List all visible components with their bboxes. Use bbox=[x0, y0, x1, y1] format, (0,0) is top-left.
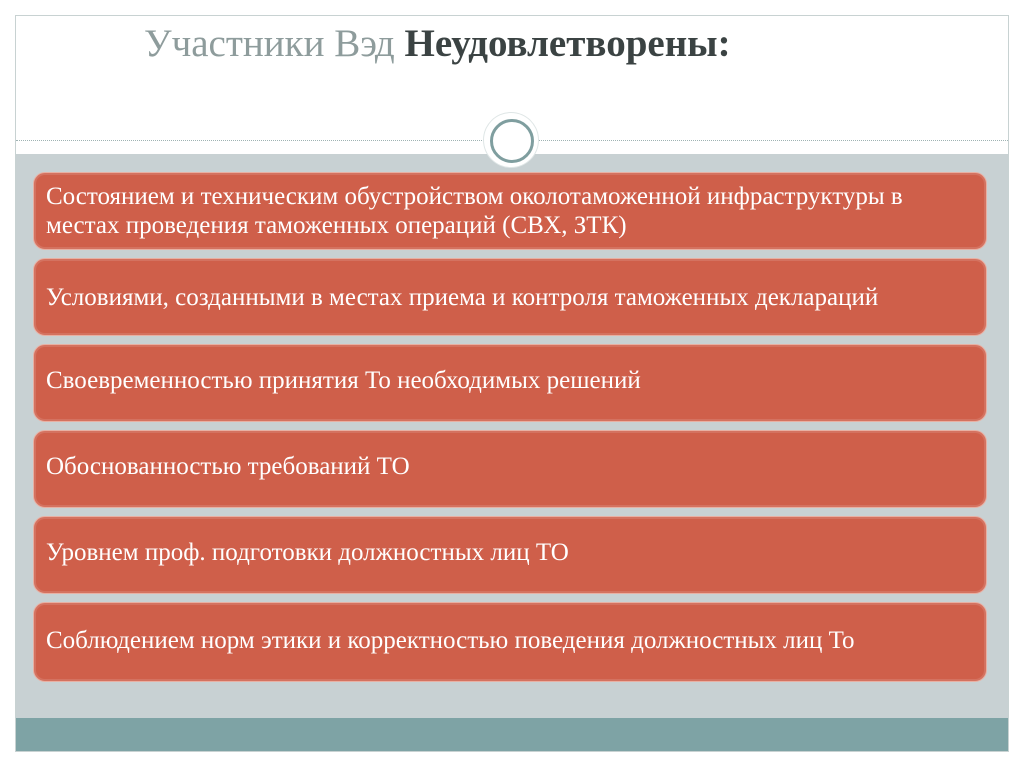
list-item bbox=[33, 602, 987, 682]
list-item-text: Своевременностью принятия То необходимых решений bbox=[46, 366, 641, 394]
title-part-light: Участники Вэд bbox=[144, 22, 395, 65]
list-item bbox=[33, 258, 987, 336]
list-item bbox=[33, 516, 987, 594]
list-item bbox=[33, 344, 987, 422]
list-item-text: Уровнем проф. подготовки должностных лиц ТО bbox=[46, 538, 569, 566]
slide-top-strip bbox=[15, 0, 1009, 14]
list-item bbox=[33, 430, 987, 508]
bottom-bar bbox=[16, 718, 1008, 751]
list-item-text: Условиями, созданными в местах приема и контроля таможенных деклараций bbox=[46, 283, 879, 311]
circle-ring-icon bbox=[490, 119, 534, 163]
list-item-text: Обоснованностью требований ТО bbox=[46, 452, 410, 480]
title-part-bold: Неудовлетворены: bbox=[404, 22, 731, 65]
list-item-text: Состоянием и техническим обустройством околотаможенной инфраструктуры в местах проведения таможенных операций (СВХ, ЗТК) bbox=[46, 183, 903, 239]
list-item-text: Соблюдением норм этики и корректностью поведения должностных лиц То bbox=[46, 626, 855, 654]
list-item bbox=[33, 172, 987, 250]
slide-title bbox=[144, 20, 731, 68]
divider-ornament bbox=[484, 113, 538, 167]
